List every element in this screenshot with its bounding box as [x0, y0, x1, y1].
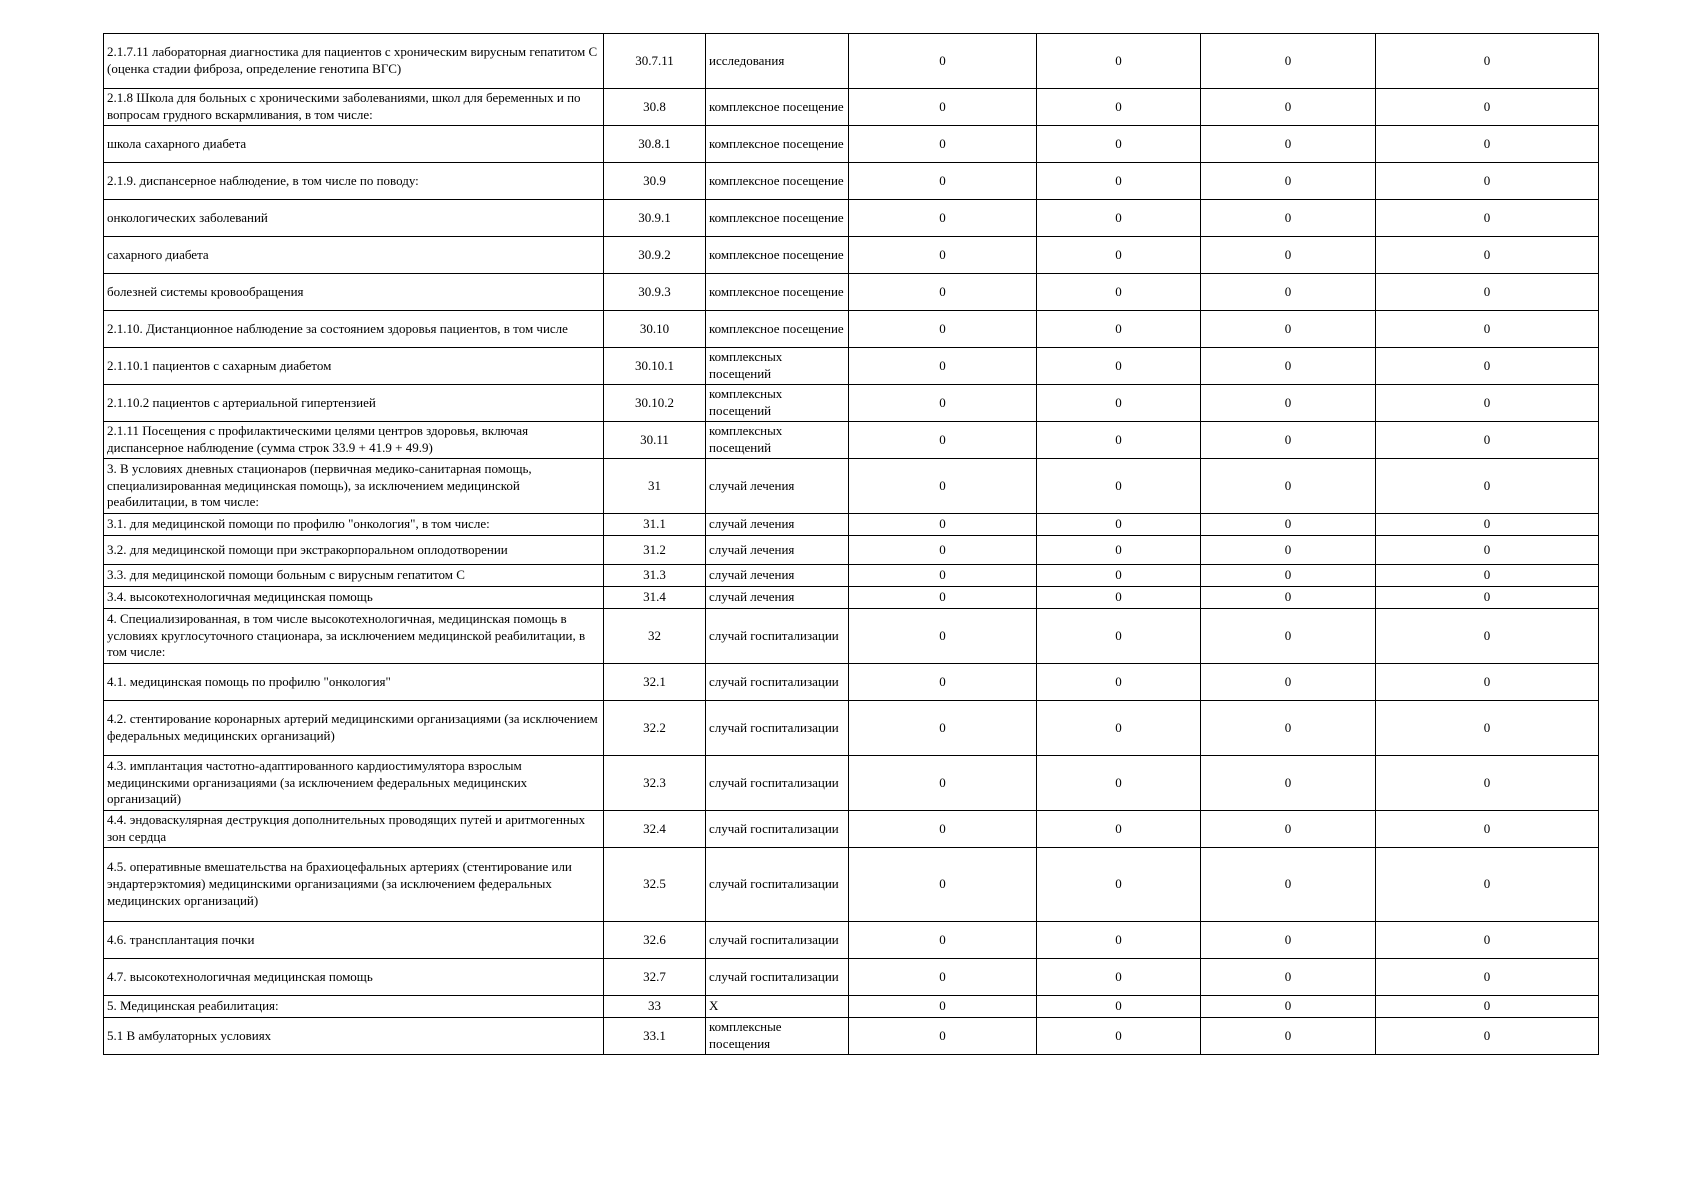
row-value-cell: 0 [1201, 459, 1376, 514]
row-value-cell: 0 [849, 565, 1037, 587]
row-value-cell: 0 [1201, 385, 1376, 422]
row-value-cell: 0 [1201, 422, 1376, 459]
row-code-cell: 31 [604, 459, 706, 514]
row-value-cell: 0 [1201, 536, 1376, 565]
table-row [104, 514, 1599, 536]
row-value-cell: 0 [1201, 922, 1376, 959]
row-name-cell: 4.7. высокотехнологичная медицинская помощь [104, 959, 604, 996]
row-value-cell: 0 [1037, 609, 1201, 664]
row-value-cell: 0 [1376, 237, 1599, 274]
table-row [104, 89, 1599, 126]
table-row [104, 237, 1599, 274]
row-value-cell: 0 [1376, 274, 1599, 311]
table-row [104, 422, 1599, 459]
row-value-cell: 0 [1376, 609, 1599, 664]
row-value-cell: 0 [1201, 587, 1376, 609]
row-code-cell: 32.1 [604, 664, 706, 701]
row-code-cell: 32.4 [604, 811, 706, 848]
table-row [104, 811, 1599, 848]
row-value-cell: 0 [1037, 274, 1201, 311]
row-code-cell: 31.3 [604, 565, 706, 587]
table-row [104, 922, 1599, 959]
row-value-cell: 0 [1201, 959, 1376, 996]
row-value-cell: 0 [849, 664, 1037, 701]
row-code-cell: 30.9.3 [604, 274, 706, 311]
row-value-cell: 0 [1201, 1018, 1376, 1055]
row-name-cell: 4. Специализированная, в том числе высокотехнологичная, медицинская помощь в условиях круглосуточного стационара, за исключением медицинской реабилитации, в том числе: [104, 609, 604, 664]
row-value-cell: 0 [1037, 459, 1201, 514]
row-unit-cell: случай госпитализации [706, 664, 849, 701]
row-unit-cell: комплексных посещений [706, 385, 849, 422]
table-row [104, 459, 1599, 514]
row-value-cell: 0 [1201, 811, 1376, 848]
row-value-cell: 0 [1201, 274, 1376, 311]
row-value-cell: 0 [849, 811, 1037, 848]
row-unit-cell: случай госпитализации [706, 811, 849, 848]
row-unit-cell: случай госпитализации [706, 959, 849, 996]
table-row [104, 34, 1599, 89]
row-value-cell: 0 [1376, 385, 1599, 422]
row-value-cell: 0 [1376, 848, 1599, 922]
row-unit-cell: случай лечения [706, 459, 849, 514]
row-value-cell: 0 [849, 1018, 1037, 1055]
row-value-cell: 0 [1201, 311, 1376, 348]
row-code-cell: 30.10 [604, 311, 706, 348]
row-value-cell: 0 [1201, 756, 1376, 811]
table-row [104, 200, 1599, 237]
row-value-cell: 0 [1376, 422, 1599, 459]
table-row [104, 311, 1599, 348]
row-unit-cell: случай лечения [706, 536, 849, 565]
table-row [104, 126, 1599, 163]
row-name-cell: 2.1.10.1 пациентов с сахарным диабетом [104, 348, 604, 385]
row-code-cell: 31.4 [604, 587, 706, 609]
row-value-cell: 0 [849, 459, 1037, 514]
row-unit-cell: комплексное посещение [706, 89, 849, 126]
row-value-cell: 0 [1201, 200, 1376, 237]
row-value-cell: 0 [1037, 996, 1201, 1018]
row-value-cell: 0 [849, 200, 1037, 237]
row-value-cell: 0 [1201, 163, 1376, 200]
row-code-cell: 32.3 [604, 756, 706, 811]
row-code-cell: 30.9.2 [604, 237, 706, 274]
row-unit-cell: случай госпитализации [706, 609, 849, 664]
table-row [104, 565, 1599, 587]
row-name-cell: 2.1.10. Дистанционное наблюдение за состоянием здоровья пациентов, в том числе [104, 311, 604, 348]
table-body [104, 34, 1599, 1055]
table-row [104, 274, 1599, 311]
row-name-cell: 4.3. имплантация частотно-адаптированного кардиостимулятора взрослым медицинскими организациями (за исключением федеральных медицинских организаций) [104, 756, 604, 811]
row-value-cell: 0 [849, 274, 1037, 311]
data-table [103, 33, 1599, 1055]
row-name-cell: 3.3. для медицинской помощи больным с вирусным гепатитом С [104, 565, 604, 587]
row-code-cell: 33 [604, 996, 706, 1018]
row-value-cell: 0 [1037, 200, 1201, 237]
table-row [104, 701, 1599, 756]
row-unit-cell: случай лечения [706, 587, 849, 609]
row-value-cell: 0 [849, 348, 1037, 385]
row-value-cell: 0 [1037, 1018, 1201, 1055]
table-row [104, 664, 1599, 701]
row-value-cell: 0 [1376, 536, 1599, 565]
row-value-cell: 0 [849, 311, 1037, 348]
row-name-cell: 4.2. стентирование коронарных артерий медицинскими организациями (за исключением федеральных медицинских организаций) [104, 701, 604, 756]
row-unit-cell: исследования [706, 34, 849, 89]
row-code-cell: 30.9.1 [604, 200, 706, 237]
table-row [104, 996, 1599, 1018]
row-unit-cell: комплексных посещений [706, 348, 849, 385]
row-value-cell: 0 [849, 609, 1037, 664]
row-value-cell: 0 [1201, 565, 1376, 587]
table-row [104, 385, 1599, 422]
row-code-cell: 30.11 [604, 422, 706, 459]
row-name-cell: 2.1.7.11 лабораторная диагностика для пациентов с хроническим вирусным гепатитом С (оценка стадии фиброза, определение генотипа ВГС) [104, 34, 604, 89]
table-row [104, 163, 1599, 200]
row-value-cell: 0 [1201, 609, 1376, 664]
row-value-cell: 0 [1037, 587, 1201, 609]
row-value-cell: 0 [1376, 756, 1599, 811]
row-value-cell: 0 [1037, 126, 1201, 163]
row-value-cell: 0 [849, 422, 1037, 459]
row-value-cell: 0 [1201, 34, 1376, 89]
row-code-cell: 32.6 [604, 922, 706, 959]
row-value-cell: 0 [1201, 996, 1376, 1018]
row-value-cell: 0 [849, 126, 1037, 163]
row-value-cell: 0 [1037, 89, 1201, 126]
table-row [104, 536, 1599, 565]
row-value-cell: 0 [1376, 514, 1599, 536]
row-unit-cell: случай госпитализации [706, 756, 849, 811]
row-value-cell: 0 [849, 536, 1037, 565]
row-unit-cell: комплексное посещение [706, 200, 849, 237]
table-row [104, 609, 1599, 664]
row-value-cell: 0 [1037, 811, 1201, 848]
row-value-cell: 0 [1037, 959, 1201, 996]
row-name-cell: 2.1.11 Посещения с профилактическими целями центров здоровья, включая диспансерное наблюдение (сумма строк 33.9 + 41.9 + 49.9) [104, 422, 604, 459]
row-value-cell: 0 [1376, 311, 1599, 348]
row-unit-cell: Х [706, 996, 849, 1018]
row-name-cell: болезней системы кровообращения [104, 274, 604, 311]
row-code-cell: 30.8.1 [604, 126, 706, 163]
row-unit-cell: случай госпитализации [706, 922, 849, 959]
row-unit-cell: случай лечения [706, 514, 849, 536]
row-unit-cell: комплексное посещение [706, 163, 849, 200]
row-code-cell: 32.7 [604, 959, 706, 996]
table-row [104, 348, 1599, 385]
row-name-cell: 3.1. для медицинской помощи по профилю "онкология", в том числе: [104, 514, 604, 536]
row-code-cell: 32.2 [604, 701, 706, 756]
row-name-cell: 3. В условиях дневных стационаров (первичная медико-санитарная помощь, специализированная медицинская помощь), за исключением медицинской реабилитации, в том числе: [104, 459, 604, 514]
row-code-cell: 33.1 [604, 1018, 706, 1055]
row-value-cell: 0 [1037, 756, 1201, 811]
row-value-cell: 0 [849, 514, 1037, 536]
row-value-cell: 0 [1376, 922, 1599, 959]
row-value-cell: 0 [1201, 848, 1376, 922]
row-name-cell: 4.6. трансплантация почки [104, 922, 604, 959]
row-value-cell: 0 [1376, 1018, 1599, 1055]
row-value-cell: 0 [1376, 34, 1599, 89]
row-unit-cell: комплексных посещений [706, 422, 849, 459]
table-row [104, 587, 1599, 609]
row-value-cell: 0 [1037, 701, 1201, 756]
row-value-cell: 0 [1037, 922, 1201, 959]
row-value-cell: 0 [849, 996, 1037, 1018]
row-value-cell: 0 [1376, 587, 1599, 609]
row-code-cell: 30.8 [604, 89, 706, 126]
row-name-cell: сахарного диабета [104, 237, 604, 274]
row-unit-cell: случай госпитализации [706, 701, 849, 756]
row-value-cell: 0 [1376, 811, 1599, 848]
table-row [104, 1018, 1599, 1055]
row-code-cell: 32.5 [604, 848, 706, 922]
row-name-cell: онкологических заболеваний [104, 200, 604, 237]
row-value-cell: 0 [1037, 422, 1201, 459]
document-page [103, 33, 1598, 1055]
row-value-cell: 0 [1376, 126, 1599, 163]
row-value-cell: 0 [1037, 385, 1201, 422]
row-unit-cell: случай госпитализации [706, 848, 849, 922]
row-value-cell: 0 [1037, 565, 1201, 587]
row-name-cell: 4.4. эндоваскулярная деструкция дополнительных проводящих путей и аритмогенных зон сердца [104, 811, 604, 848]
row-value-cell: 0 [849, 163, 1037, 200]
row-name-cell: 5. Медицинская реабилитация: [104, 996, 604, 1018]
row-unit-cell: комплексные посещения [706, 1018, 849, 1055]
row-name-cell: 5.1 В амбулаторных условиях [104, 1018, 604, 1055]
row-value-cell: 0 [1037, 163, 1201, 200]
row-value-cell: 0 [849, 848, 1037, 922]
row-value-cell: 0 [849, 89, 1037, 126]
row-value-cell: 0 [1037, 536, 1201, 565]
row-name-cell: 3.2. для медицинской помощи при экстракорпоральном оплодотворении [104, 536, 604, 565]
row-name-cell: 2.1.9. диспансерное наблюдение, в том числе по поводу: [104, 163, 604, 200]
row-value-cell: 0 [1037, 514, 1201, 536]
row-unit-cell: комплексное посещение [706, 237, 849, 274]
row-code-cell: 31.2 [604, 536, 706, 565]
row-value-cell: 0 [1376, 565, 1599, 587]
row-value-cell: 0 [849, 587, 1037, 609]
row-code-cell: 31.1 [604, 514, 706, 536]
row-unit-cell: комплексное посещение [706, 311, 849, 348]
row-value-cell: 0 [1037, 664, 1201, 701]
row-code-cell: 30.9 [604, 163, 706, 200]
row-value-cell: 0 [849, 959, 1037, 996]
row-name-cell: 3.4. высокотехнологичная медицинская помощь [104, 587, 604, 609]
table-row [104, 756, 1599, 811]
row-name-cell: 4.1. медицинская помощь по профилю "онкология" [104, 664, 604, 701]
row-code-cell: 30.10.2 [604, 385, 706, 422]
row-value-cell: 0 [1376, 163, 1599, 200]
row-value-cell: 0 [849, 237, 1037, 274]
row-value-cell: 0 [849, 34, 1037, 89]
row-value-cell: 0 [849, 756, 1037, 811]
row-name-cell: школа сахарного диабета [104, 126, 604, 163]
row-code-cell: 30.10.1 [604, 348, 706, 385]
row-value-cell: 0 [1037, 237, 1201, 274]
row-value-cell: 0 [1376, 200, 1599, 237]
table-row [104, 959, 1599, 996]
row-value-cell: 0 [1037, 311, 1201, 348]
row-value-cell: 0 [1201, 514, 1376, 536]
row-value-cell: 0 [1037, 848, 1201, 922]
row-value-cell: 0 [1201, 126, 1376, 163]
row-value-cell: 0 [1376, 664, 1599, 701]
row-unit-cell: случай лечения [706, 565, 849, 587]
table-row [104, 848, 1599, 922]
row-value-cell: 0 [1201, 89, 1376, 126]
row-value-cell: 0 [849, 922, 1037, 959]
row-value-cell: 0 [1376, 459, 1599, 514]
row-name-cell: 2.1.8 Школа для больных с хроническими заболеваниями, школ для беременных и по вопросам грудного вскармливания, в том числе: [104, 89, 604, 126]
row-value-cell: 0 [1037, 34, 1201, 89]
row-value-cell: 0 [1037, 348, 1201, 385]
row-value-cell: 0 [1376, 996, 1599, 1018]
row-value-cell: 0 [1376, 89, 1599, 126]
row-value-cell: 0 [1376, 701, 1599, 756]
row-value-cell: 0 [849, 701, 1037, 756]
row-code-cell: 32 [604, 609, 706, 664]
row-name-cell: 2.1.10.2 пациентов с артериальной гипертензией [104, 385, 604, 422]
row-value-cell: 0 [1201, 348, 1376, 385]
row-unit-cell: комплексное посещение [706, 274, 849, 311]
row-value-cell: 0 [1201, 664, 1376, 701]
row-value-cell: 0 [1376, 348, 1599, 385]
row-value-cell: 0 [1201, 237, 1376, 274]
row-unit-cell: комплексное посещение [706, 126, 849, 163]
row-code-cell: 30.7.11 [604, 34, 706, 89]
row-value-cell: 0 [849, 385, 1037, 422]
row-name-cell: 4.5. оперативные вмешательства на брахиоцефальных артериях (стентирование или эндартерэктомия) медицинскими организациями (за исключением федеральных медицинских организаций) [104, 848, 604, 922]
row-value-cell: 0 [1376, 959, 1599, 996]
row-value-cell: 0 [1201, 701, 1376, 756]
